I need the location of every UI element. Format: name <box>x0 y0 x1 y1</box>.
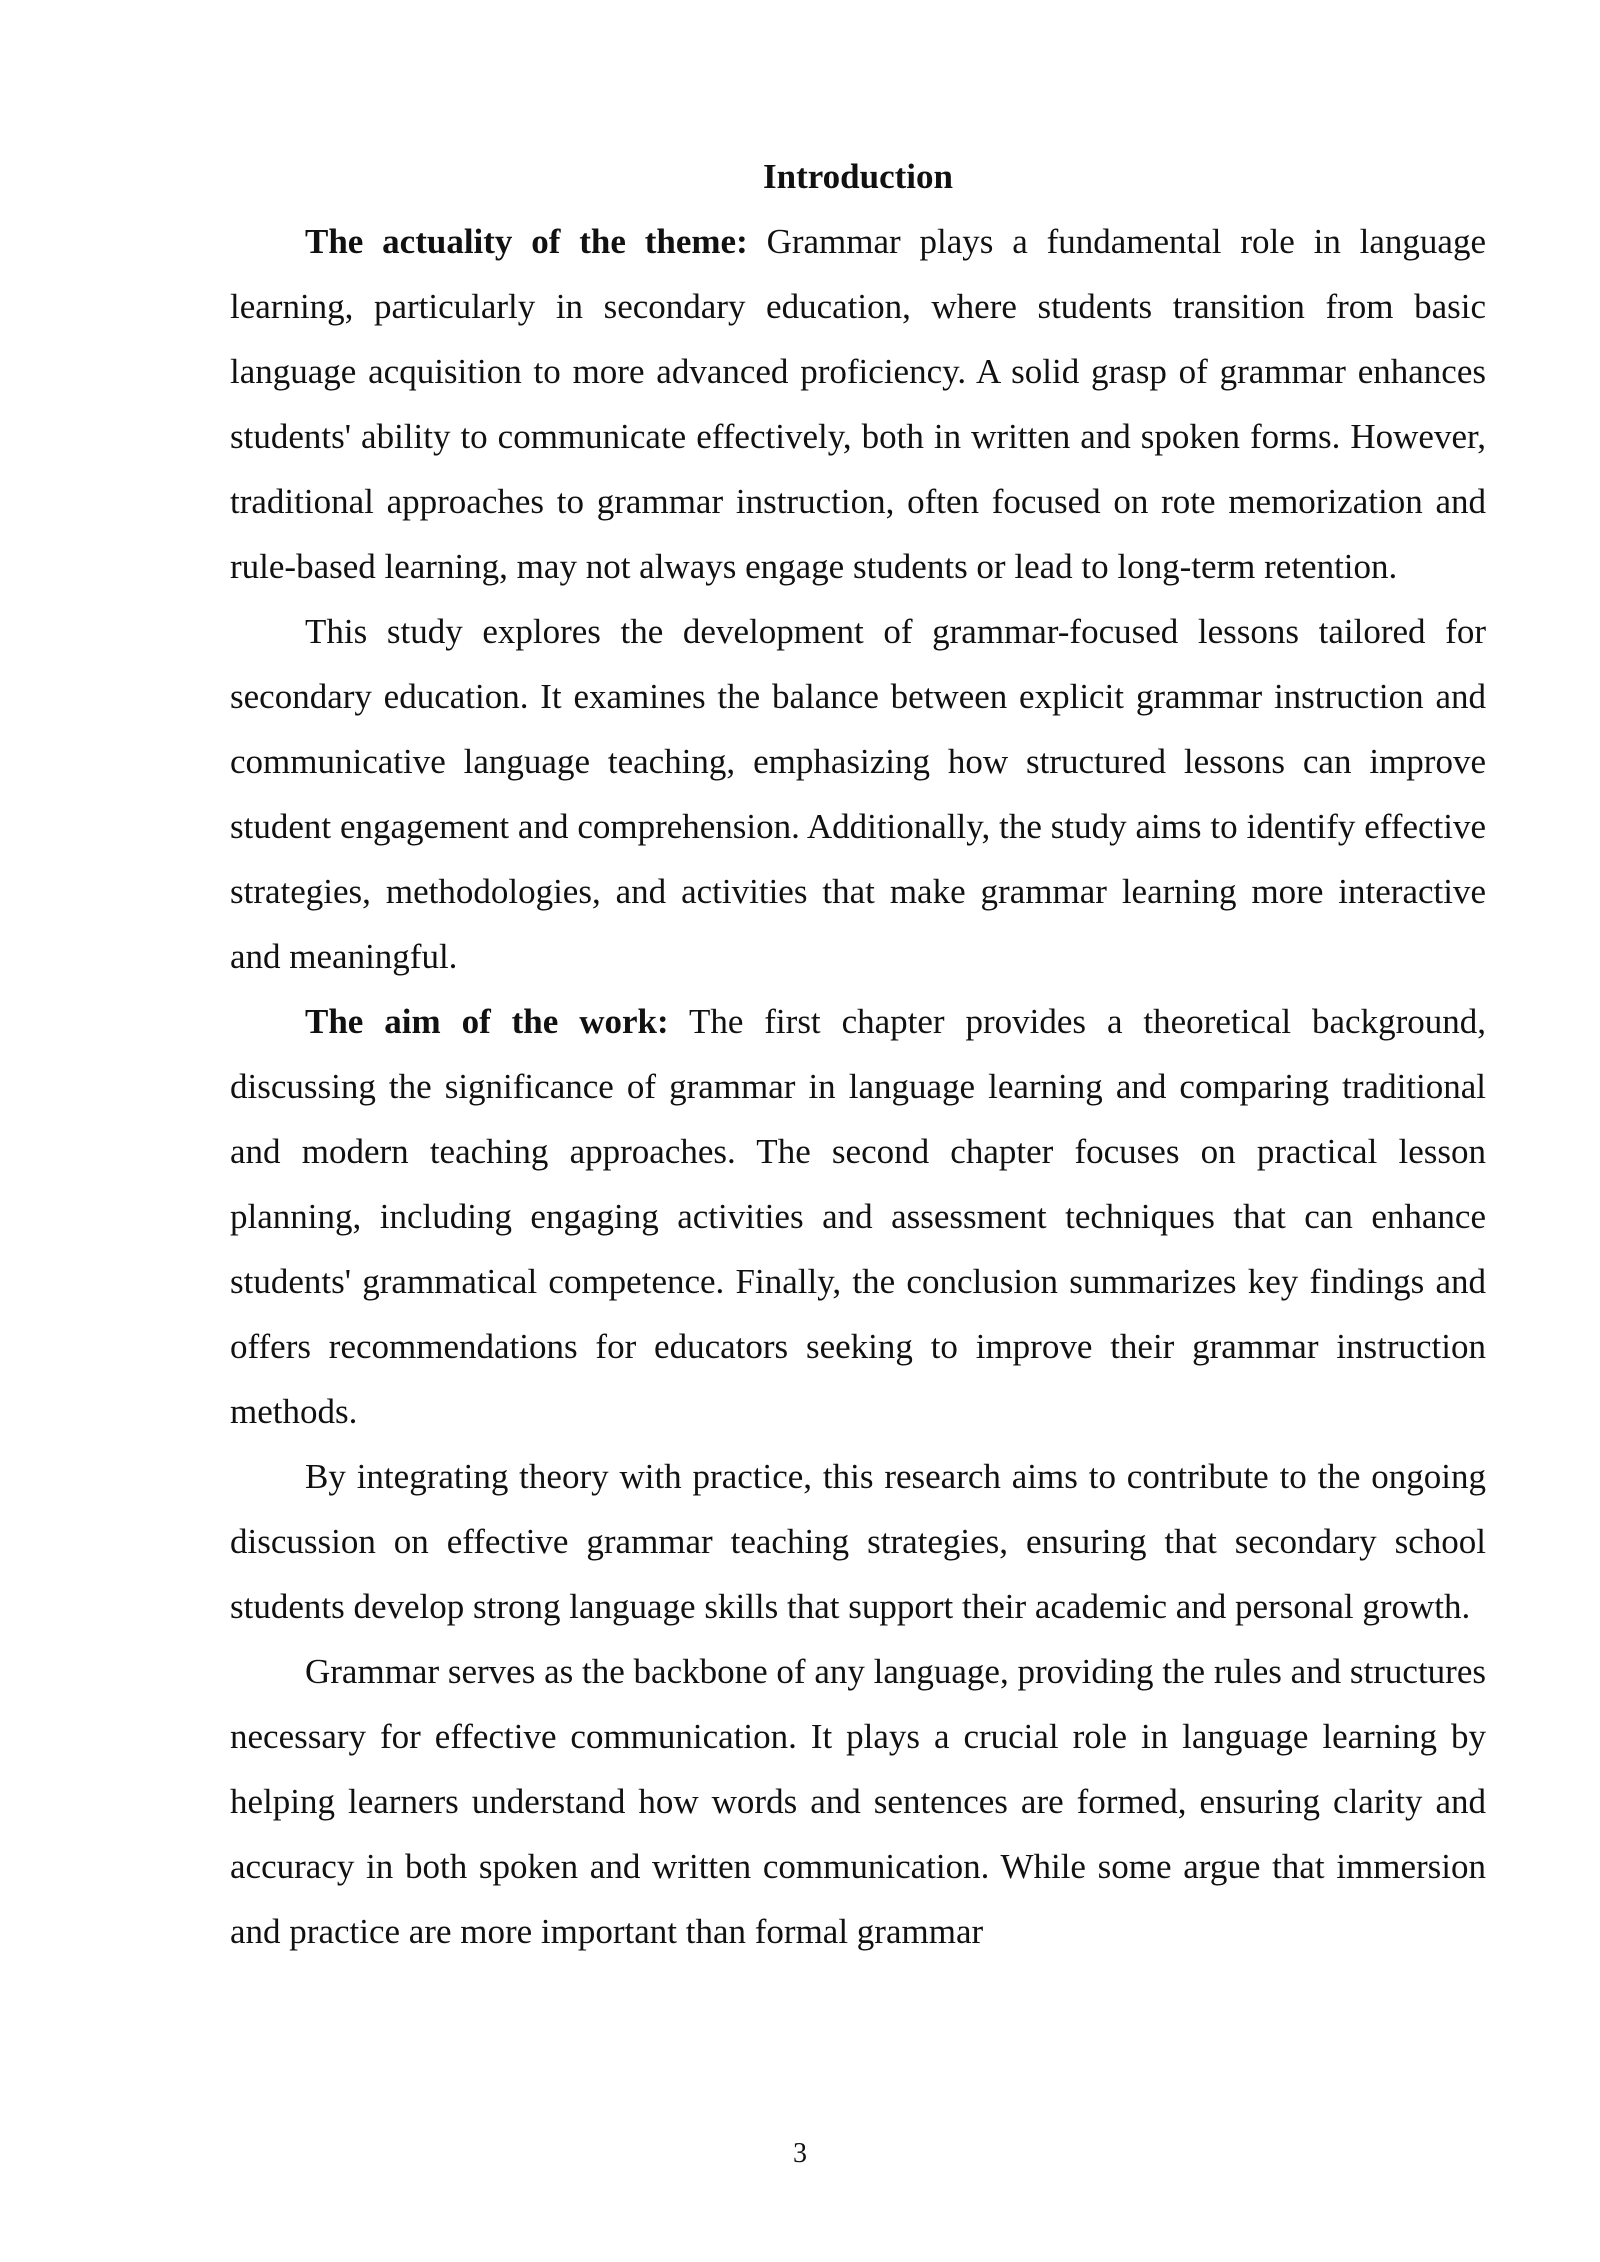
page-number: 3 <box>793 2138 807 2169</box>
paragraph-text: Grammar serves as the backbone of any language, providing the rules and structures necessary for effective communication. It plays a crucial role in language learning by helping learners understand how words and sentences are formed, ensuring clarity and accuracy in both spoken and written communication. While some argue that immersion and practice are more important than formal grammar <box>230 1652 1486 1951</box>
paragraph-text: Grammar plays a fundamental role in language learning, particularly in secondary education, where students transition from basic language acquisition to more advanced proficiency. A solid grasp of grammar enhances students' ability to communicate effectively, both in written and spoken forms. However, traditional approaches to grammar instruction, often focused on rote memorization and rule-based learning, may not always engage students or lead to long-term retention. <box>230 222 1486 586</box>
paragraph-lead: The actuality of the theme: <box>305 222 748 261</box>
paragraph-backbone <box>230 1639 1486 1964</box>
paragraph-text: By integrating theory with practice, this research aims to contribute to the ongoing discussion on effective grammar teaching strategies, ensuring that secondary school students develop strong language skills that support their academic and personal growth. <box>230 1457 1486 1626</box>
paragraph-lead: The aim of the work: <box>305 1002 669 1041</box>
paragraph-text: The first chapter provides a theoretical background, discussing the significance of grammar in language learning and comparing traditional and modern teaching approaches. The second chapter focuses on practical lesson planning, including engaging activities and assessment techniques that can enhance students' grammatical competence. Finally, the conclusion summarizes key findings and offers recommendations for educators seeking to improve their grammar instruction methods. <box>230 1002 1486 1431</box>
paragraph-integrating <box>230 1444 1486 1639</box>
body-text <box>230 144 1486 1964</box>
paragraph-actuality <box>230 209 1486 599</box>
section-heading: Introduction <box>763 157 953 196</box>
paragraph-study <box>230 599 1486 989</box>
paragraph-text: This study explores the development of grammar-focused lessons tailored for secondary education. It examines the balance between explicit grammar instruction and communicative language teaching, emphasizing how structured lessons can improve student engagement and comprehension. Additionally, the study aims to identify effective strategies, methodologies, and activities that make grammar learning more interactive and meaningful. <box>230 612 1486 976</box>
paragraph-aim <box>230 989 1486 1444</box>
